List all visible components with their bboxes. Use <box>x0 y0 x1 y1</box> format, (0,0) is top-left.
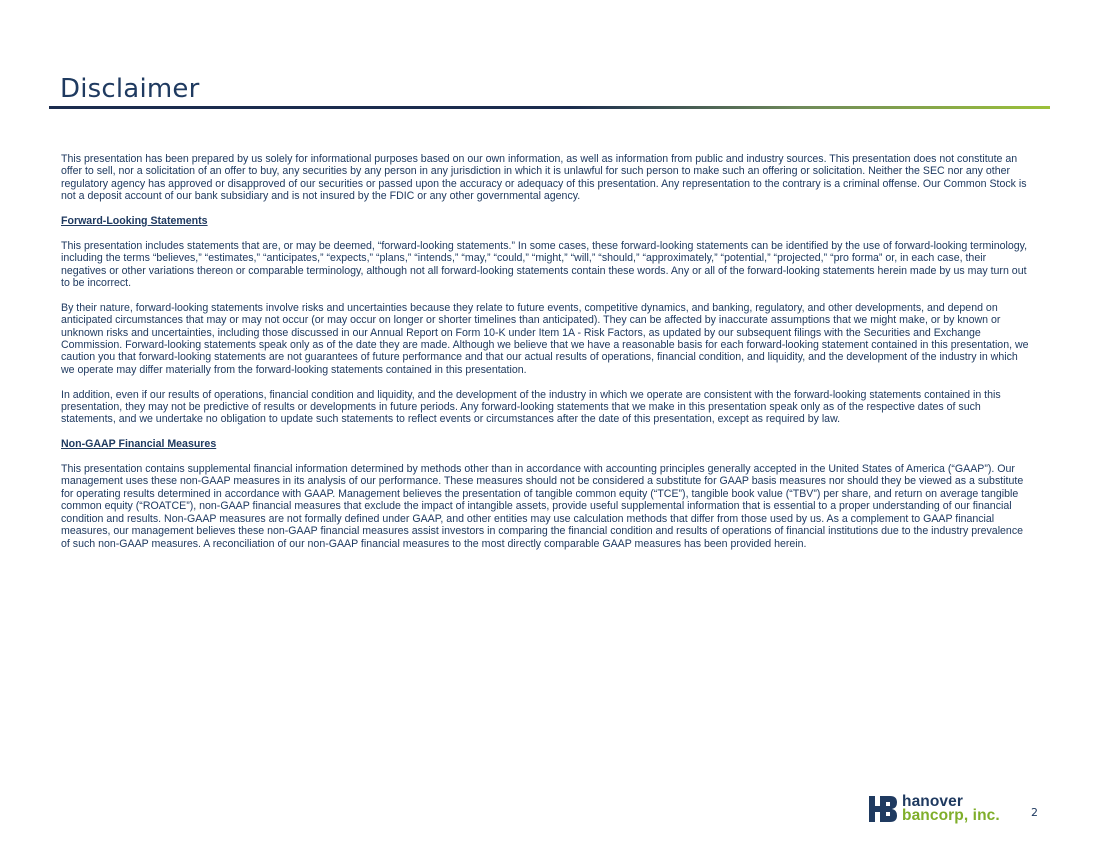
intro-paragraph: This presentation has been prepared by us solely for informational purposes based on our own information, as well as information from public and industry sources. This presentation does not constitute an offer to sell, nor a solicitation of an offer to buy, any securities by any person in any jurisdiction in which it is unlawful for such person to make such an offering or solicitation. Neither the SEC nor any other regulatory agency has approved or disapproved of our securities or passed upon the accuracy or adequacy of this presentation. Any representation to the contrary is a criminal offense. Our Common Stock is not a deposit account of our bank subsidiary and is not insured by the FDIC or any other governmental agency. <box>61 153 1027 203</box>
company-logo <box>869 795 1019 825</box>
non-gaap-heading: Non-GAAP Financial Measures <box>61 438 217 451</box>
non-gaap-paragraph: This presentation contains supplemental financial information determined by methods other than in accordance with accounting principles generally accepted in the United States of America (“GAAP”). Our management uses these non-GAAP measures in its analysis of our performance. These measures should not be considered a substitute for GAAP basis measures nor should they be viewed as a substitute for operating results determined in accordance with GAAP. Management believes the presentation of tangible common equity (“TCE”), tangible book value (“TBV”) per share, and return on average tangible common equity (“ROATCE”), non-GAAP financial measures that exclude the impact of intangible assets, provide useful supplemental information that is essential to a proper understanding of our financial condition and results. Non-GAAP measures are not formally defined under GAAP, and other entities may use calculation methods that differ from those used by us. As a complement to GAAP financial measures, our management believes these non-GAAP financial measures assist investors in comparing the financial condition and results of operations of financial institutions due to the industry prevalence of such non-GAAP measures. A reconciliation of our non-GAAP financial measures to the most directly comparable GAAP measures has been provided herein. <box>61 463 1024 550</box>
hb-logo-icon <box>869 796 897 822</box>
logo-wordmark <box>902 795 1000 823</box>
forward-looking-heading: Forward-Looking Statements <box>61 215 208 228</box>
logo-name-line: hanover <box>902 793 963 810</box>
page-title: Disclaimer <box>60 74 200 104</box>
forward-looking-paragraph-1: This presentation includes statements that are, or may be deemed, “forward-looking statements.” In some cases, these forward-looking statements can be identified by the use of forward-looking terminology, including the terms “believes,” “estimates,” “anticipates,” “expects,” “plans,” “intends,” “may,” “could,” “might,” “will,” “should,” “approximately,” “potential,” “projected,” “pro forma” or, in each case, their negatives or other variations thereon or comparable terminology, although not all forward-looking statements contain these words. Any or all of the forward-looking statements herein made by us may turn out to be incorrect. <box>61 239 1028 290</box>
page-number: 2 <box>1031 806 1038 819</box>
disclaimer-body <box>61 153 1029 562</box>
forward-looking-paragraph-3: In addition, even if our results of operations, financial condition and liquidity, and the development of the industry in which we operate are consistent with the forward-looking statements contained in this presentation, they may not be predictive of results or developments in future periods. Any forward-looking statements that we make in this presentation speak only as of the respective dates of such statements, and we undertake no obligation to update such statements to reflect events or circumstances after the date of this presentation, except as required by law. <box>61 388 1001 426</box>
title-divider <box>49 106 1050 109</box>
logo-suffix-line: bancorp, inc. <box>902 807 1000 824</box>
forward-looking-paragraph-2: By their nature, forward-looking statements involve risks and uncertainties because they relate to future events, competitive dynamics, and banking, regulatory, and other developments, and depend on anticipated circumstances that may or may not occur (or may occur on longer or shorter timelines than anticipated). They can be affected by inaccurate assumptions that we might make, or by known or unknown risks and uncertainties, including those discussed in our Annual Report on Form 10-K under Item 1A - Risk Factors, as updated by our subsequent filings with the Securities and Exchange Commission. Forward-looking statements speak only as of the date they are made. Although we believe that we have a reasonable basis for each forward-looking statement contained in this presentation, we caution you that forward-looking statements are not guarantees of future performance and that our actual results of operations, financial condition, and liquidity, and the development of the industry in which we operate may differ materially from the forward-looking statements contained in this presentation. <box>61 301 1029 376</box>
